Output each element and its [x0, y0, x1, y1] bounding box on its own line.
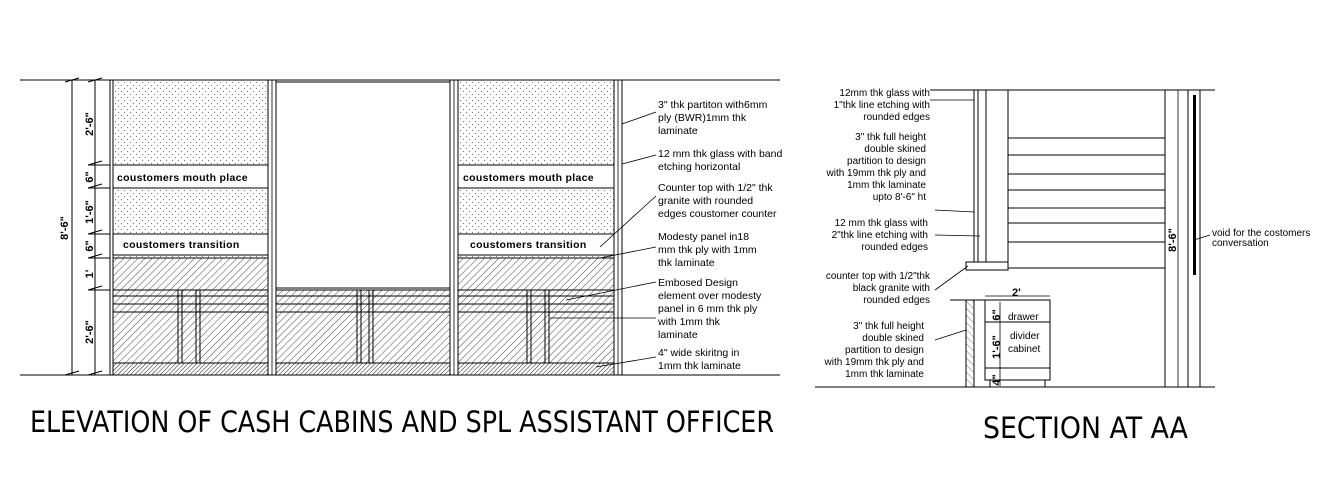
overall-height-dim: 8'-6" [59, 216, 71, 240]
cabin-1-mouth-label: coustomers mouth place [117, 172, 248, 184]
svg-text:laminate: laminate [658, 125, 698, 137]
svg-text:double skined: double skined [864, 144, 926, 155]
dim-1-6: 1'-6" [84, 200, 96, 224]
svg-text:with 1mm thk: with 1mm thk [658, 316, 720, 328]
cabin-1-transition-label: coustomers transition [123, 239, 240, 251]
svg-text:partition to design: partition to design [845, 345, 924, 356]
cabin-2-mouth-label: coustomers mouth place [463, 172, 594, 184]
svg-text:3" thk partiton with6mm: 3" thk partiton with6mm [658, 99, 768, 111]
elevation-note-3 [658, 182, 777, 220]
section-note-2 [826, 132, 927, 203]
cabinet-width-dim: 2' [1012, 287, 1021, 299]
svg-text:ply (BWR)1mm thk: ply (BWR)1mm thk [658, 112, 747, 124]
svg-text:1mm thk laminate: 1mm thk laminate [845, 369, 924, 380]
elevation-note-6 [658, 347, 741, 372]
svg-text:counter top with 1/2"thk: counter top with 1/2"thk [825, 271, 930, 282]
section-drawing [815, 88, 1310, 445]
plinth-height-dim: 4" [991, 374, 1003, 386]
svg-text:rounded edges: rounded edges [863, 112, 930, 123]
dim-6-b: 6" [84, 240, 96, 252]
svg-text:black granite with: black granite with [852, 283, 930, 294]
elevation-note-1 [658, 99, 768, 137]
dim-2-6-bottom: 2'-6" [84, 320, 96, 344]
section-title: SECTION AT AA [983, 411, 1189, 445]
svg-text:4" wide skiritng in: 4" wide skiritng in [658, 347, 740, 359]
svg-text:rounded edges: rounded edges [861, 242, 928, 253]
svg-text:Modesty panel in18: Modesty panel in18 [658, 231, 750, 243]
svg-text:double skined: double skined [862, 333, 924, 344]
elevation-drawing [20, 78, 782, 439]
svg-text:12 mm thk glass with: 12 mm thk glass with [834, 218, 928, 229]
svg-text:upto 8'-6" ht: upto 8'-6" ht [872, 192, 926, 203]
cabinet-label: cabinet [1008, 344, 1041, 355]
elevation-note-4 [658, 231, 757, 269]
svg-text:with 19mm thk ply and: with 19mm thk ply and [826, 168, 926, 179]
svg-text:3" thk full height: 3" thk full height [853, 321, 924, 332]
drawer-height-dim: 6" [991, 309, 1003, 321]
cabin-2-transition-label: coustomers transition [470, 239, 587, 251]
svg-text:2"thk line etching with: 2"thk line etching with [831, 230, 928, 241]
svg-text:etching horizontal: etching horizontal [658, 161, 741, 173]
svg-text:with 19mm thk ply and: with 19mm thk ply and [824, 357, 924, 368]
svg-text:granite with rounded: granite with rounded [658, 195, 754, 207]
cabinet-height-dim: 1'-6" [991, 335, 1003, 359]
divider-label: divider [1010, 331, 1040, 342]
section-note-3 [832, 218, 928, 253]
section-note-5 [824, 321, 925, 380]
elevation-title: ELEVATION OF CASH CABINS AND SPL ASSISTANT OFFICER [30, 405, 774, 439]
svg-text:Counter top with 1/2" thk: Counter top with 1/2" thk [658, 182, 773, 194]
section-note-4 [826, 271, 931, 306]
dim-6-a: 6" [84, 171, 96, 183]
svg-text:panel in 6 mm thk ply: panel in 6 mm thk ply [658, 303, 758, 315]
drawer-label: drawer [1008, 312, 1039, 323]
svg-text:3" thk full height: 3" thk full height [855, 132, 926, 143]
svg-text:thk laminate: thk laminate [658, 257, 715, 269]
svg-text:rounded edges: rounded edges [863, 295, 930, 306]
svg-text:laminate: laminate [658, 329, 698, 341]
svg-text:element over modesty: element over modesty [658, 290, 762, 302]
section-note-1 [834, 88, 930, 123]
svg-text:1mm thk laminate: 1mm thk laminate [847, 180, 926, 191]
elevation-note-2 [658, 148, 782, 173]
svg-text:partition to design: partition to design [847, 156, 926, 167]
svg-text:Embosed Design: Embosed Design [658, 277, 738, 289]
svg-text:edges coustomer counter: edges coustomer counter [658, 208, 777, 220]
section-note-6 [1212, 228, 1310, 249]
section-height-dim: 8'-6" [1167, 228, 1179, 252]
svg-text:12mm thk glass with: 12mm thk glass with [839, 88, 930, 99]
svg-text:12 mm thk glass with band: 12 mm thk glass with band [658, 148, 783, 160]
svg-text:1mm thk laminate: 1mm thk laminate [658, 360, 741, 372]
dim-2-6-top: 2'-6" [84, 112, 96, 136]
dim-1: 1' [84, 269, 96, 279]
svg-text:1"thk line etching with: 1"thk line etching with [833, 100, 930, 111]
svg-text:mm thk ply with 1mm: mm thk ply with 1mm [658, 244, 757, 256]
elevation-note-5 [657, 277, 762, 341]
svg-text:void for the costomers: void for the costomers [1212, 228, 1311, 239]
svg-text:conversation: conversation [1212, 238, 1269, 249]
